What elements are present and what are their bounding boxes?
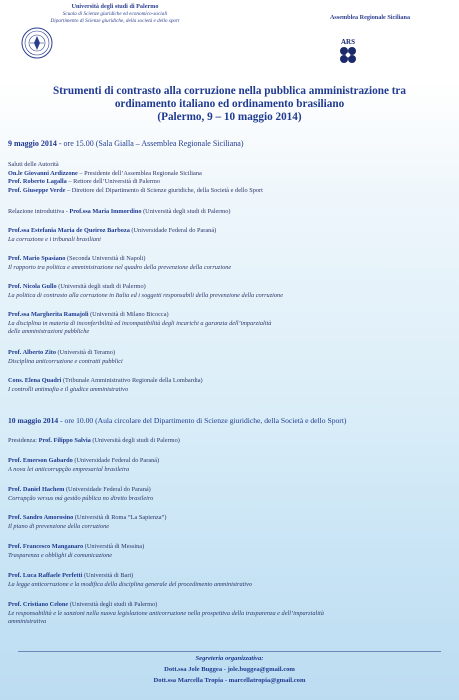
day1-date: 9 maggio 2014 [8,139,57,148]
speaker-block [8,227,448,244]
day1-heading [8,139,244,148]
speaker-block [8,601,448,627]
speaker-block [8,572,448,589]
greeting-item: Prof. Giuseppe Verde – Direttore del Dipartimento di Scienze giuridiche, della Società e dello Sport [8,186,263,194]
day2-date: 10 maggio 2014 [8,416,59,425]
speaker-affiliation: (Università di Milano Bicocca) [88,311,169,318]
university-name: Università degli studi di Palermo [71,3,159,10]
ars-emblem-icon [338,46,358,64]
intro-affiliation: (Università degli studi di Palermo) [141,208,231,215]
speaker-affiliation: (Universidade Federal do Paraná) [64,486,151,493]
speaker-name: Prof. Emerson Gabardo [8,457,73,464]
speaker-affiliation: (Università di Messina) [83,543,145,550]
speaker-block [8,311,448,337]
title-line-3: (Palermo, 9 – 10 maggio 2014) [157,111,302,123]
talk-title: La disciplina in materia di inconferibilità ed incompatibilità degli incarichi a garanzia dell’imparzialità [8,319,272,327]
footer-heading: Segreteria organizzativa: [195,655,264,662]
talk-title: Corrupção versus má gestão pública no direito brasileiro [8,494,154,502]
university-seal-icon [21,27,53,59]
speaker-block [8,486,448,503]
talk-title: I controlli antimafia e il giudice amministrativo [8,385,129,393]
speaker-affiliation: (Università di Roma “La Sapienza”) [73,514,167,521]
speaker-name: Prof. Luca Raffaele Perfetti [8,572,83,579]
intro-block [8,208,448,217]
greeting-item: Prof. Roberto Lagalla – Rettore dell’Università di Palermo [8,178,161,186]
ars-logo-text: ARS [340,38,355,46]
speaker-name: Prof. Nicola Gullo [8,283,57,290]
talk-title: La legge anticorruzione e la modifica della disciplina generale del procedimento amministrativo [8,580,253,588]
speaker-block [8,255,448,272]
chair-affiliation: (Università degli studi di Palermo) [90,437,180,444]
university-header [0,3,230,25]
day2-heading [8,416,346,425]
day2-details: - ore 10.00 (Aula circolare del Dipartimento di Scienze giuridiche, della Società e dello Sport) [58,416,347,425]
speaker-name: Prof. Alberto Zito [8,349,56,356]
speaker-block [8,349,448,366]
speaker-block [8,377,448,394]
talk-title: Le responsabilità e le sanzioni nella nuova legislazione anticorruzione nella prospettiva della trasparenza e dell’imparzialità [8,609,324,617]
talk-title-continued: delle amministrazioni pubbliche [8,328,90,336]
speaker-name: Prof. Cristiano Celone [8,601,69,608]
speaker-affiliation: (Tribunale Amministrativo Regionale della Lombardia) [61,377,203,384]
greetings-label: Saluti delle Autorità [8,161,59,168]
speaker-affiliation: (Università degli studi di Palermo) [68,601,158,608]
chair-label: Presidenza: [8,437,39,444]
speaker-name: Cons. Elena Quadri [8,377,62,384]
talk-title: La politica di contrasto alla corruzione in Italia ed i soggetti responsabili della prevenzione della corruzione [8,291,283,299]
greeting-item: On.le Giovanni Ardizzone – Presidente dell’Assemblea Regionale Siciliana [8,169,202,177]
talk-title: Disciplina anticorruzione e contratti pubblici [8,357,123,365]
school-name: Scuola di Scienze giuridiche ed economico-sociali [62,11,168,17]
greetings-block [8,161,448,195]
department-name: Dipartimento di Scienze giuridiche, della società e dello sport [50,18,180,24]
talk-title: La corruzione e i tribunali brasiliani [8,235,101,243]
speaker-block [8,543,448,560]
speaker-block [8,514,448,531]
speaker-name: Prof.ssa Margherita Ramajoli [8,311,89,318]
ars-logo [338,38,358,69]
talk-title-continued: amministrativa [8,618,47,626]
speaker-block [8,457,448,474]
speaker-affiliation: (Università degli studi di Palermo) [56,283,146,290]
contact-jole-buggea[interactable]: Dott.ssa Jole Buggea - jole.buggea@gmail.com [164,666,295,673]
contact-marcella-tropia[interactable]: Dott.ssa Marcella Tropia - marcellatropia@gmail.com [153,677,306,684]
speaker-affiliation: (Universidade Federal do Paraná) [129,227,217,234]
talk-title: Il piano di prevenzione della corruzione [8,522,110,530]
title-line-2: ordinamento italiano ed ordinamento brasiliano [114,98,345,110]
speaker-affiliation: (Università di Bari) [82,572,134,579]
intro-label: Relazione introduttiva - [8,208,70,215]
speaker-name: Prof. Sandro Amorosino [8,514,74,521]
intro-name: Prof.ssa Maria Immordino [69,208,142,215]
speaker-affiliation: (Seconda Università di Napoli) [65,255,146,262]
footer-divider [18,651,441,652]
talk-title: Il rapporto tra politica e amministrazione nel quadro della prevenzione della corruzione [8,263,232,271]
chair-block [8,437,448,446]
chair-name: Prof. Filippo Salvia [38,437,91,444]
speaker-affiliation: (Università di Teramo) [55,349,116,356]
talk-title: Trasparenza e obblighi di comunicazione [8,551,113,559]
speaker-name: Prof. Daniel Hachem [8,486,65,493]
speaker-name: Prof.ssa Estefania Maria de Queiroz Barboza [8,227,130,234]
speaker-affiliation: (Universidade Federal do Paraná) [72,457,160,464]
event-title [8,85,451,124]
speaker-name: Prof. Mario Spasiano [8,255,66,262]
assembly-name: Assemblea Regionale Siciliana [329,14,411,21]
speaker-block [8,283,448,300]
title-line-1: Strumenti di contrasto alla corruzione nella pubblica amministrazione tra [52,85,406,97]
speaker-name: Prof. Francesco Manganaro [8,543,84,550]
day1-details: - ore 15.00 (Sala Gialla – Assemblea Regionale Siciliana) [56,139,244,148]
talk-title: A nova lei anticorrupção empresarial brasileira [8,465,130,473]
